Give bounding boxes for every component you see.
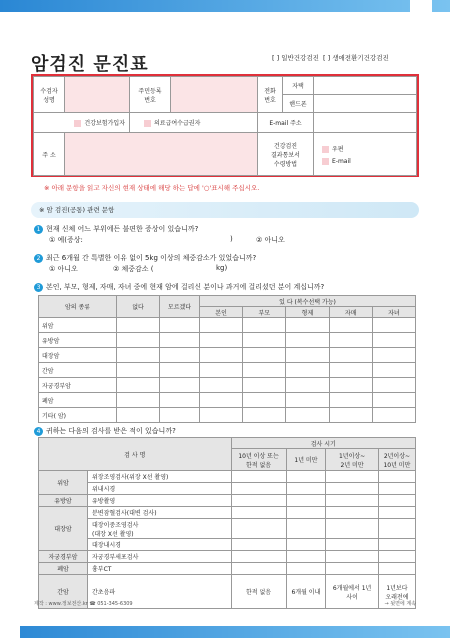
answer-cell[interactable] [200,393,243,408]
result-method-label: 건강검진 결과통보서 수령방법 [258,133,314,176]
table-row [39,333,416,348]
table-row [39,551,416,563]
table-row [39,363,416,378]
answer-cell[interactable] [286,563,326,575]
answer-cell[interactable] [286,539,326,551]
general-checkup-check[interactable]: [ ] 일반건강검진 [272,54,319,62]
page-title: 암검진 문진표 [31,54,149,75]
table-row [39,471,416,483]
exam-label: 대장내시경 [88,539,232,551]
q2-answer-unit: kg) [216,264,228,272]
email-option[interactable]: E-mail [322,158,416,165]
answer-cell[interactable] [286,551,326,563]
answer-cell[interactable] [329,348,372,363]
lifecycle-checkup-check[interactable]: [ ] 생애전환기건강검진 [323,54,389,62]
answer-cell[interactable] [243,348,286,363]
answer-cell[interactable] [286,507,326,519]
answer-cell[interactable] [117,378,160,393]
table-row [39,519,416,539]
col-exam-time: 검사 시기 [231,438,415,449]
name-field[interactable] [65,77,130,113]
cancer-type-cell: 폐암 [39,393,117,408]
exam-label: 대장이중조영검사 (대장 X선 촬영) [88,519,232,539]
address-field[interactable] [65,133,258,176]
home-phone-field[interactable] [314,77,417,95]
answer-cell[interactable] [286,471,326,483]
answer-cell[interactable] [378,519,415,539]
personal-info-table [33,76,417,176]
liver-col-6m[interactable]: 6개월 이내 [286,575,326,609]
answer-cell[interactable] [117,408,160,423]
answer-cell[interactable] [378,551,415,563]
table-row [39,563,416,575]
table-row [39,393,416,408]
answer-cell[interactable] [378,539,415,551]
answer-cell[interactable] [231,563,286,575]
question-4: 4 귀하는 다음의 검사를 받은 적이 있습니까? [34,426,176,436]
answer-cell[interactable] [231,519,286,539]
answer-cell[interactable] [117,333,160,348]
cancer-label: 위암 [39,471,88,495]
col-time-1to2y: 1년이상~ 2년 미만 [326,449,379,471]
answer-cell[interactable] [329,378,372,393]
answer-cell[interactable] [286,363,329,378]
answer-cell[interactable] [117,318,160,333]
answer-cell[interactable] [372,378,415,393]
answer-cell[interactable] [286,393,329,408]
answer-cell[interactable] [243,378,286,393]
answer-cell[interactable] [160,408,200,423]
cancer-label: 대장암 [39,507,88,551]
answer-cell[interactable] [231,539,286,551]
cancer-type-cell: 간암 [39,363,117,378]
col-brother: 형제 [286,307,329,318]
answer-cell[interactable] [372,408,415,423]
liver-cancer-label: 간암 [39,575,88,609]
footer-credit: 제작 : www.정보전산.kr ☎ 051-345-6309 [34,601,133,607]
question-2: 2 최근 6개월 간 특별한 이유 없이 5kg 이상의 체중감소가 있었습니까? [34,253,256,263]
table-row [39,318,416,333]
answer-cell[interactable] [326,483,379,495]
col-none: 없다 [117,296,160,318]
answer-cell[interactable] [200,378,243,393]
col-self: 본인 [200,307,243,318]
answer-cell[interactable] [243,333,286,348]
answer-cell[interactable] [117,393,160,408]
section-header: ※ 암 검진(공통) 관련 문항 [31,202,419,218]
answer-cell[interactable] [326,539,379,551]
liver-col-never[interactable]: 한적 없음 [231,575,286,609]
family-history-table [38,295,416,423]
email-label: E-mail 주소 [258,113,314,133]
answer-cell[interactable] [378,507,415,519]
answer-cell[interactable] [372,393,415,408]
exam-label: 위장조영검사(위장 X선 촬영) [88,471,232,483]
exam-label: 흉부CT [88,563,232,575]
notice-text: ※ 아래 문항을 읽고 자신의 현재 상태에 해당 하는 답에 '○'표시해 주십시오. [44,184,260,192]
answer-cell[interactable] [160,378,200,393]
address-label: 주 소 [34,133,65,176]
q2-answer-yes[interactable]: ② 체중감소 ( [113,265,154,273]
cancer-type-cell: 유방암 [39,333,117,348]
personal-info-box [31,74,419,177]
answer-cell[interactable] [160,333,200,348]
answer-cell[interactable] [326,551,379,563]
answer-cell[interactable] [286,318,329,333]
rrn-label: 주민등록 번호 [130,77,171,113]
answer-cell[interactable] [329,363,372,378]
answer-cell[interactable] [160,318,200,333]
answer-cell[interactable] [200,408,243,423]
liver-col-gt1y[interactable]: 1년보다 오래전에 [378,575,415,609]
answer-cell[interactable] [378,483,415,495]
answer-cell[interactable] [378,563,415,575]
cancer-type-cell: 위암 [39,318,117,333]
phone-label: 전화 번호 [258,77,283,113]
col-unknown: 모르겠다 [160,296,200,318]
answer-cell[interactable] [243,393,286,408]
answer-cell[interactable] [286,348,329,363]
exam-type-checks [272,53,389,62]
rrn-field[interactable] [171,77,258,113]
cancer-label: 유방암 [39,495,88,507]
answer-cell[interactable] [329,408,372,423]
top-color-bar [0,0,450,12]
table-row [39,539,416,551]
answer-cell[interactable] [326,471,379,483]
answer-cell[interactable] [326,495,379,507]
answer-cell[interactable] [243,408,286,423]
medical-aid-option[interactable]: 의료급여수급권자 [130,113,258,133]
answer-cell[interactable] [200,318,243,333]
answer-cell[interactable] [117,348,160,363]
table-row [39,378,416,393]
q1-answer-no[interactable]: ② 아니오 [256,236,285,244]
col-parent: 부모 [243,307,286,318]
answer-cell[interactable] [329,333,372,348]
answer-cell[interactable] [372,363,415,378]
cancer-label: 폐암 [39,563,88,575]
name-label: 수검자 성명 [34,77,65,113]
answer-cell[interactable] [243,363,286,378]
liver-exam-label: 간초음파 [88,575,232,609]
mobile-field[interactable] [314,95,417,113]
answer-cell[interactable] [286,378,329,393]
answer-cell[interactable] [117,363,160,378]
q2-answer-no[interactable]: ① 아니오 [49,265,78,273]
col-time-2to10y: 2년이상~ 10년 미만 [378,449,415,471]
question-1: 1 현재 신체 어느 부위에든 불편한 증상이 있습니까? [34,224,198,234]
answer-cell[interactable] [378,471,415,483]
continue-note: → 뒷면에 계속 [384,601,416,607]
answer-cell[interactable] [231,495,286,507]
insured-option[interactable]: 건강보험가입자 [34,113,130,133]
answer-cell[interactable] [231,471,286,483]
cancer-type-cell: 자궁경부암 [39,378,117,393]
exam-label: 위내시경 [88,483,232,495]
col-sister: 자매 [329,307,372,318]
table-row [39,495,416,507]
answer-cell[interactable] [231,483,286,495]
table-row [39,408,416,423]
answer-cell[interactable] [378,495,415,507]
answer-cell[interactable] [326,507,379,519]
answer-cell[interactable] [286,495,326,507]
answer-cell[interactable] [372,348,415,363]
answer-cell[interactable] [286,408,329,423]
email-field[interactable] [314,113,417,133]
col-cancer-type: 암의 종류 [39,296,117,318]
answer-cell[interactable] [326,563,379,575]
answer-cell[interactable] [200,363,243,378]
col-time-never: 10년 이상 또는 한적 없음 [231,449,286,471]
answer-cell[interactable] [160,363,200,378]
col-child: 자녀 [372,307,415,318]
cancer-label: 자궁경부암 [39,551,88,563]
cancer-type-cell: 대장암 [39,348,117,363]
exam-history-table [38,437,416,609]
answer-cell[interactable] [243,318,286,333]
exam-label: 자궁경부세포검사 [88,551,232,563]
col-yes: 있 다 (복수선택 가능) [200,296,416,307]
q1-answer-yes[interactable]: ① 예(증상: [49,236,83,244]
answer-cell[interactable] [200,348,243,363]
answer-cell[interactable] [286,483,326,495]
home-phone-label: 자택 [283,77,314,95]
table-row [39,483,416,495]
answer-cell[interactable] [286,519,326,539]
exam-label: 유방촬영 [88,495,232,507]
q1-answer-yes-close: ) [230,235,233,243]
answer-cell[interactable] [160,348,200,363]
answer-cell[interactable] [231,551,286,563]
mail-option[interactable]: 우편 [322,144,416,153]
bottom-color-bar [0,626,450,638]
exam-label: 분변잠혈검사(대변 검사) [88,507,232,519]
answer-cell[interactable] [160,393,200,408]
cancer-type-cell: 기타( 암) [39,408,117,423]
answer-cell[interactable] [329,318,372,333]
col-exam-name: 검 사 명 [39,438,232,471]
answer-cell[interactable] [200,333,243,348]
table-row [39,348,416,363]
mobile-label: 핸드폰 [283,95,314,113]
answer-cell[interactable] [231,507,286,519]
answer-cell[interactable] [326,519,379,539]
answer-cell[interactable] [329,393,372,408]
liver-col-6m-1y[interactable]: 6개월에서 1년 사이 [326,575,379,609]
answer-cell[interactable] [286,333,329,348]
question-3: 3 본인, 부모, 형제, 자매, 자녀 중에 현재 암에 걸리신 분이나 과거에 걸리셨던 분이 계십니까? [34,282,324,292]
col-time-lt1y: 1년 미만 [286,449,326,471]
answer-cell[interactable] [372,318,415,333]
answer-cell[interactable] [372,333,415,348]
table-row [39,507,416,519]
